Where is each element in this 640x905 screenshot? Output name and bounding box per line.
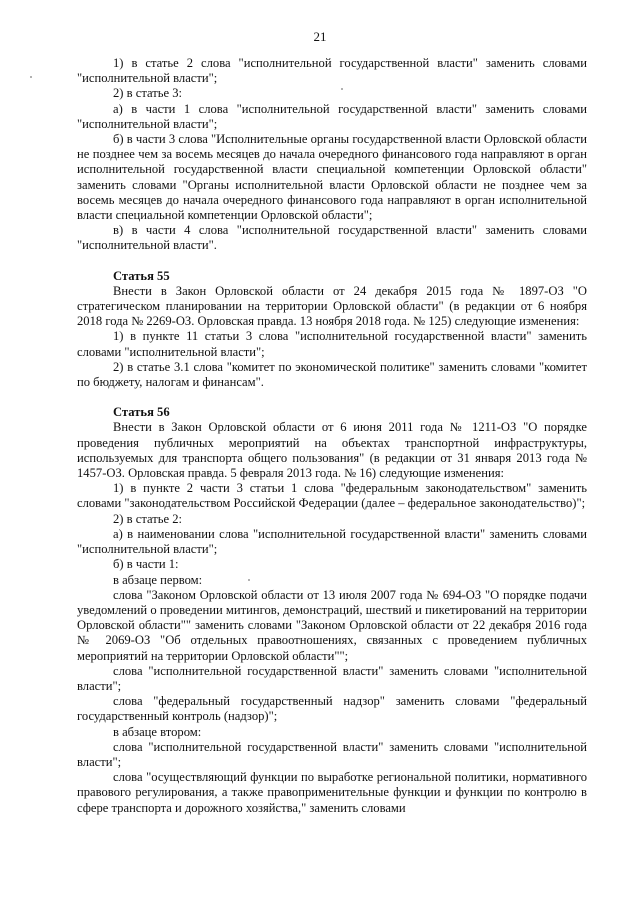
paragraph: 2) в статье 3.1 слова "комитет по экономической политике" заменить словами "комитет по бюджету, налогам и финансам". xyxy=(77,359,587,390)
paragraph: 2) в статье 2: xyxy=(113,511,183,526)
scan-speck xyxy=(30,76,32,78)
paragraph: в абзаце втором: xyxy=(113,724,202,739)
paragraph: 1) в статье 2 слова "исполнительной государственной власти" заменить словами "исполнительной власти"; xyxy=(77,56,587,86)
paragraph: 2) в статье 3: xyxy=(113,86,183,101)
paragraph: в абзаце первом: xyxy=(113,572,203,587)
paragraph: а) в наименовании слова "исполнительной государственной власти" заменить словами "исполнительной власти"; xyxy=(77,526,587,557)
paragraph: слова "федеральный государственный надзор" заменить словами "федеральный государственный контроль (надзор)"; xyxy=(77,694,587,724)
paragraph: б) в части 1: xyxy=(113,557,179,572)
paragraph: 1) в пункте 2 части 3 статьи 1 слова "федеральным законодательством" заменить словами "законодательством Российской Федерации (далее – федеральное законодательство)"; xyxy=(77,481,587,511)
page-number: 21 xyxy=(313,29,327,44)
paragraph: в) в части 4 слова "исполнительной государственной власти" заменить словами "исполнительной власти". xyxy=(77,223,587,253)
paragraph: слова "осуществляющий функции по выработке региональной политики, нормативного правового регулирования, а также правоприменительные функции и функции по контролю в сфере транспорта и дорожного хозяйства," заменить словами xyxy=(77,770,587,815)
document-body xyxy=(77,56,587,816)
paragraph: слова "исполнительной государственной власти" заменить словами "исполнительной власти"; xyxy=(77,663,587,693)
paragraph: 1) в пункте 11 статьи 3 слова "исполнительной государственной власти" заменить словами "исполнительной власти"; xyxy=(77,329,587,359)
article-heading: Статья 55 xyxy=(113,268,170,283)
paragraph: б) в части 3 слова "Исполнительные органы государственной власти Орловской области не позднее чем за восемь месяцев до начала очередного финансового года направляют в орган исполнительной государственной власти специальной компетенции Орловской области" заменить словами "Органы исполнительной власти Орловской области не позднее чем за восемь месяцев до начала очередного финансового года направляют в орган исполнительной власти специальной компетенции Орловской области"; xyxy=(77,132,587,223)
paragraph: а) в части 1 слова "исполнительной государственной власти" заменить словами "исполнительной власти"; xyxy=(77,101,587,131)
paragraph: Внести в Закон Орловской области от 6 июня 2011 года № 1211-ОЗ "О порядке проведения публичных мероприятий на объектах транспортной инфраструктуры, используемых для транспорта общего пользования" (в редакции от 31 января 2013 года № 1457-ОЗ. Орловская правда. 5 февраля 2013 года. № 16) следующие изменения: xyxy=(77,420,587,481)
paragraph: слова "Законом Орловской области от 13 июля 2007 года № 694-ОЗ "О порядке подачи уведомлений о проведении митингов, демонстраций, шествий и пикетирований на территории Орловской области"" заменить словами "Законом Орловской области от 22 декабря 2016 года № 2069-ОЗ "Об отдельных правоотношениях, связанных с проведением публичных мероприятий на территории Орловской области""; xyxy=(77,587,587,663)
article-heading: Статья 56 xyxy=(113,405,170,420)
paragraph: слова "исполнительной государственной власти" заменить словами "исполнительной власти"; xyxy=(77,739,587,769)
paragraph: Внести в Закон Орловской области от 24 декабря 2015 года № 1897-ОЗ "О стратегическом планировании на территории Орловской области" (в редакции от 6 ноября 2018 года № 2269-ОЗ. Орловская правда. 13 ноября 2018 года. № 125) следующие изменения: xyxy=(77,283,587,329)
